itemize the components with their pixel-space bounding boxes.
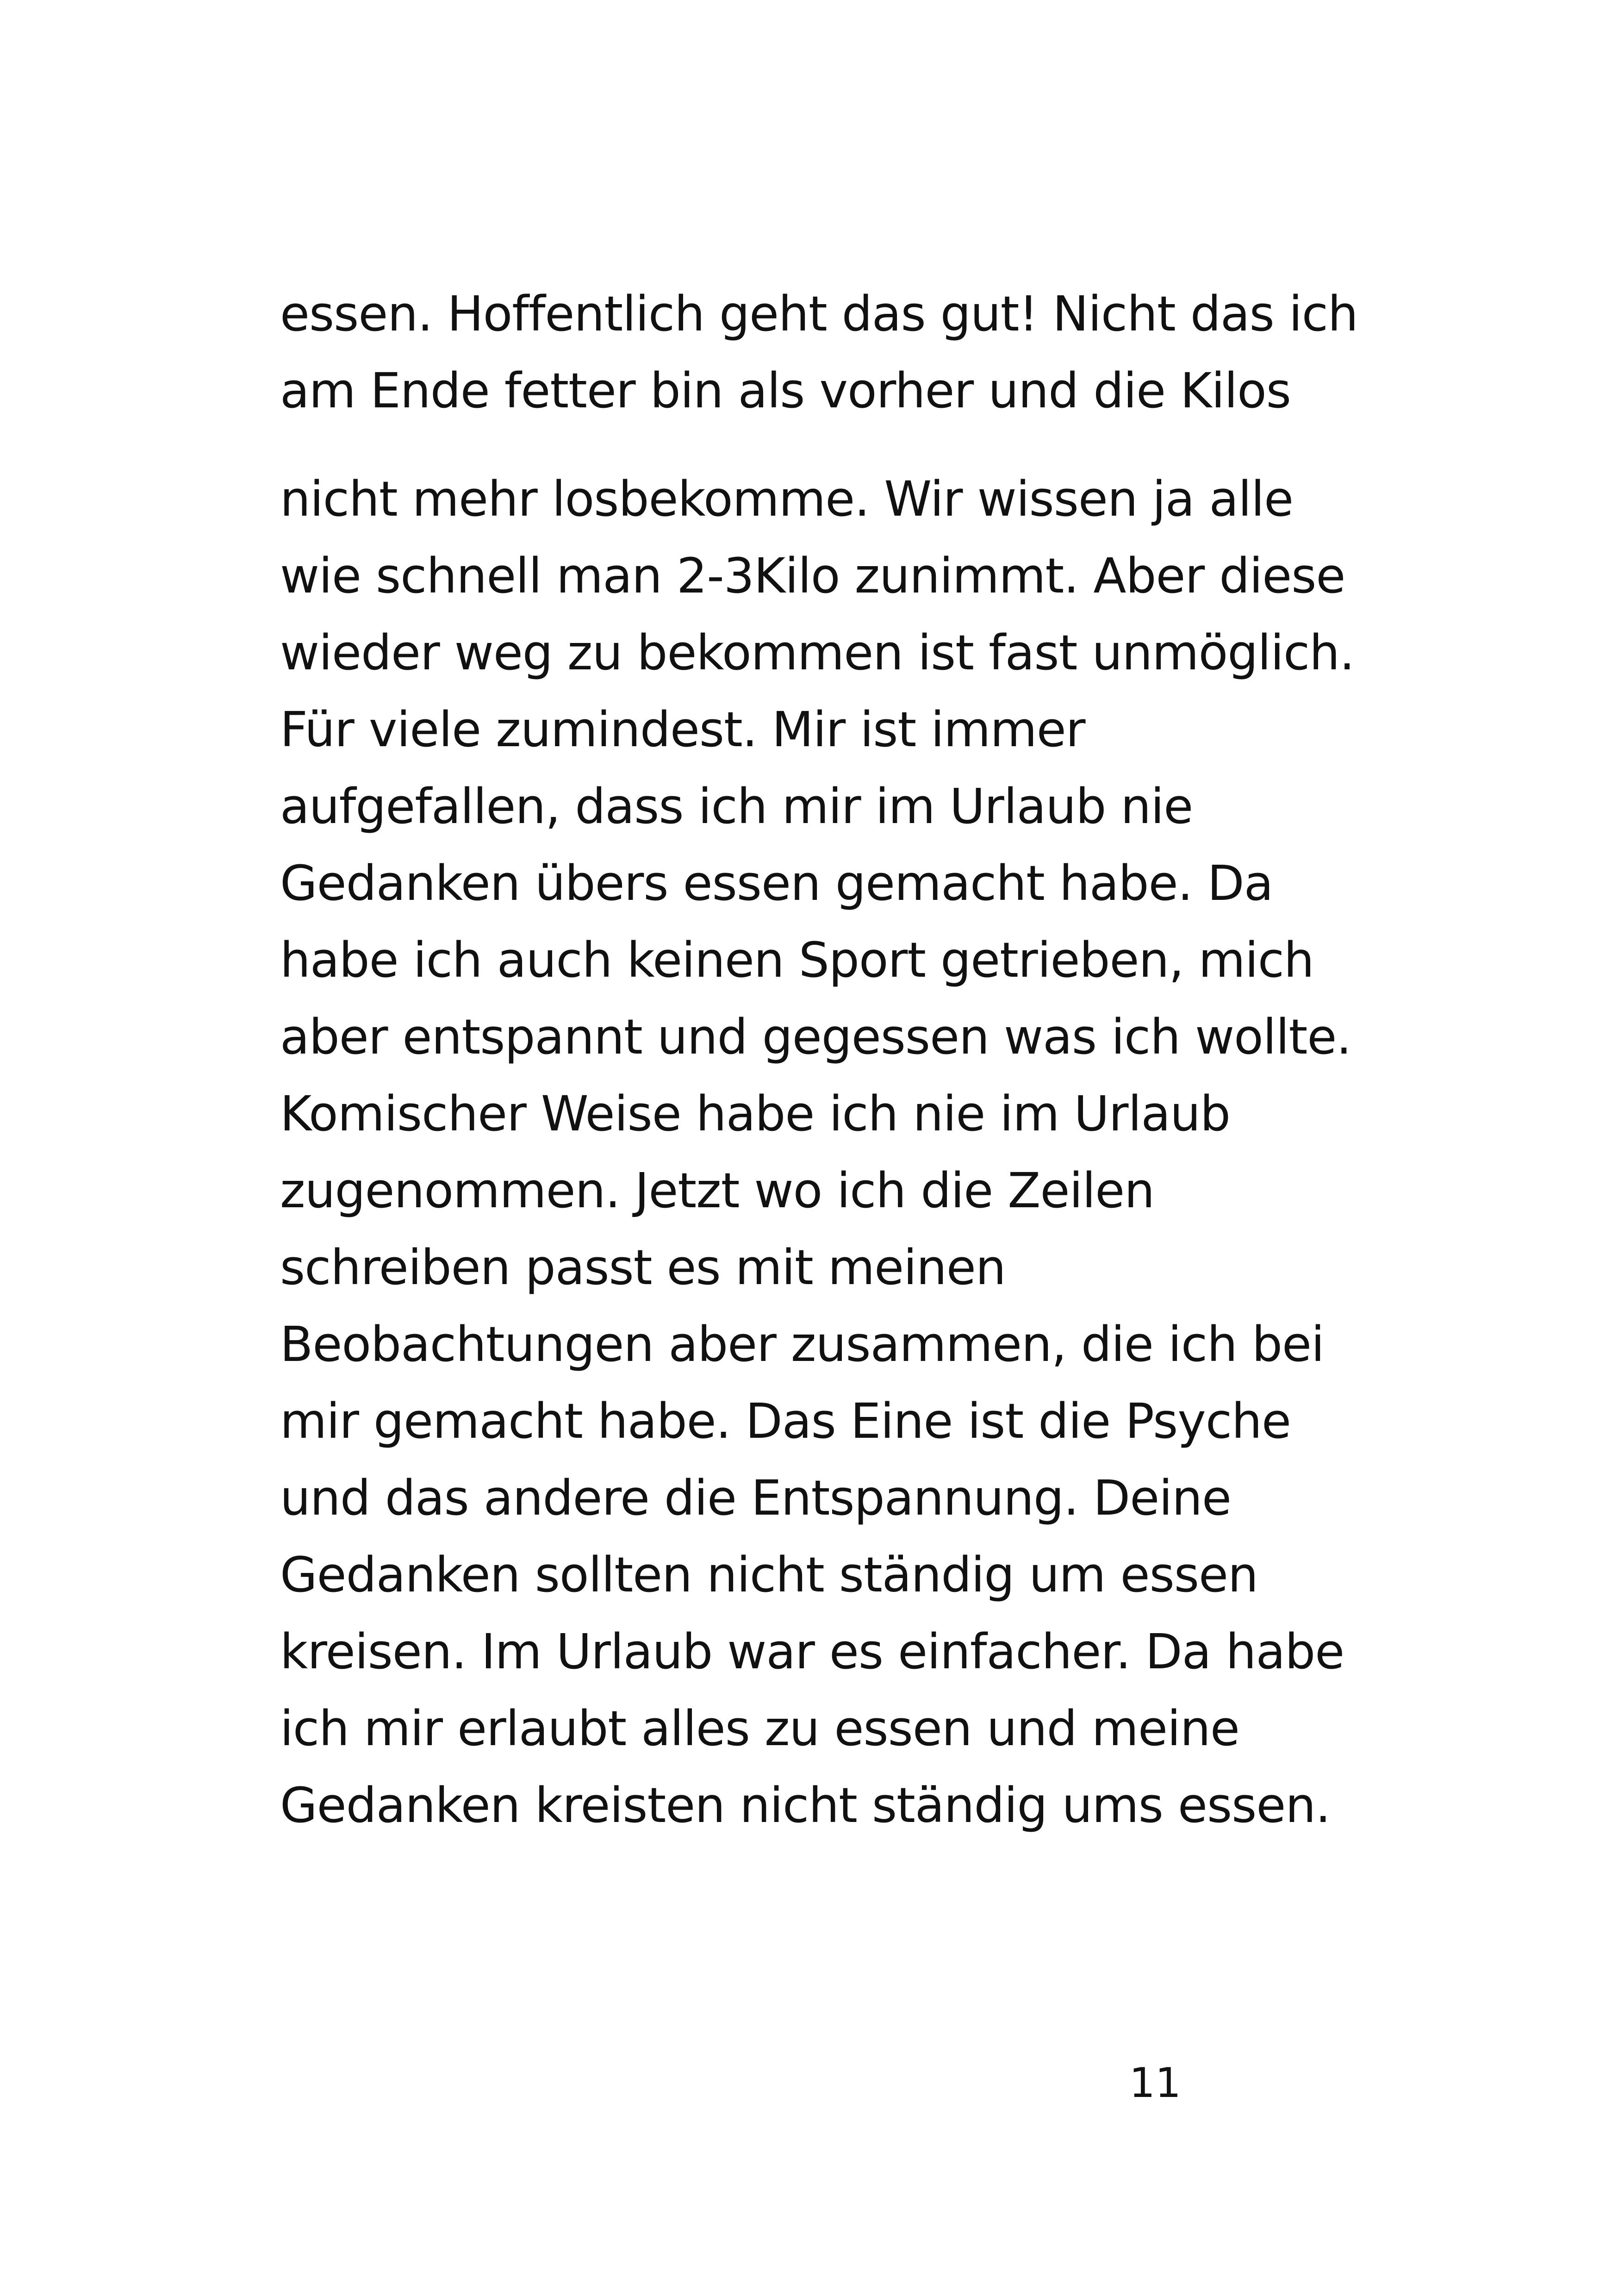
text-line: Gedanken kreisten nicht ständig ums essen.	[280, 1777, 1331, 1834]
text-line: aber entspannt und gegessen was ich wollte.	[280, 1009, 1351, 1065]
text-line: Gedanken übers essen gemacht habe. Da	[280, 855, 1273, 911]
text-line: und das andere die Entspannung. Deine	[280, 1470, 1231, 1526]
text-line: nicht mehr losbekomme. Wir wissen ja alle	[280, 471, 1294, 527]
text-line: am Ende fetter bin als vorher und die Kilos	[280, 362, 1291, 419]
text-line: Beobachtungen aber zusammen, die ich bei	[280, 1316, 1324, 1373]
paragraph-main	[280, 461, 1382, 1844]
page-number: 11	[1129, 2059, 1181, 2107]
text-line: aufgefallen, dass ich mir im Urlaub nie	[280, 778, 1193, 835]
text-line: zugenommen. Jetzt wo ich die Zeilen	[280, 1162, 1155, 1219]
paragraph-top	[280, 275, 1382, 429]
text-line: wie schnell man 2-3Kilo zunimmt. Aber diese	[280, 548, 1345, 604]
text-line: mir gemacht habe. Das Eine ist die Psyche	[280, 1393, 1291, 1449]
text-line: Komischer Weise habe ich nie im Urlaub	[280, 1086, 1231, 1142]
text-line: schreiben passt es mit meinen	[280, 1239, 1006, 1296]
text-line: ich mir erlaubt alles zu essen und meine	[280, 1700, 1239, 1757]
text-line: wieder weg zu bekommen ist fast unmöglich.	[280, 624, 1355, 681]
text-line: Für viele zumindest. Mir ist immer	[280, 701, 1085, 758]
text-line: Gedanken sollten nicht ständig um essen	[280, 1547, 1258, 1603]
text-line: kreisen. Im Urlaub war es einfacher. Da habe	[280, 1623, 1344, 1680]
text-line: essen. Hoffentlich geht das gut! Nicht das ich	[280, 286, 1358, 342]
text-line: habe ich auch keinen Sport getrieben, mich	[280, 932, 1314, 988]
